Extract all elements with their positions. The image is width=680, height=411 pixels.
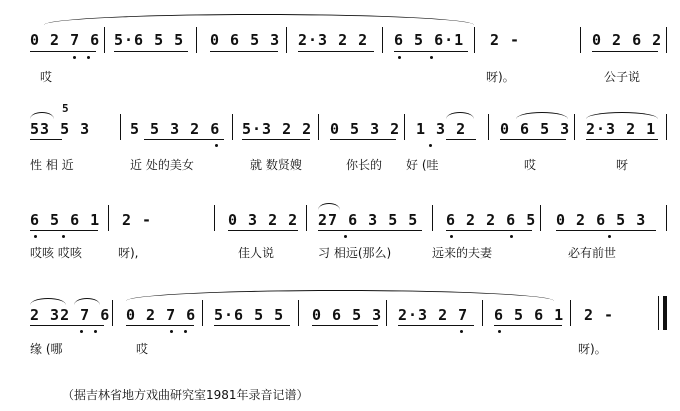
- barline: [196, 27, 197, 53]
- measure-notes: 2·3 2 2: [298, 31, 369, 49]
- beam: [298, 51, 374, 52]
- measure-notes: 5·6 5 5: [114, 31, 185, 49]
- octave-dot: [498, 330, 501, 333]
- lyric: 哎: [136, 342, 149, 356]
- lyric: 哎: [524, 158, 537, 172]
- octave-dot: [94, 330, 97, 333]
- measure-notes: 0 6 5 3: [312, 306, 383, 324]
- octave-dot: [430, 56, 433, 59]
- measure-notes: 6 5 6 1: [494, 306, 565, 324]
- barline: [202, 300, 203, 326]
- measure-notes: 2 -: [490, 31, 521, 49]
- beam: [494, 325, 562, 326]
- measure-notes: 0 2 7 6: [126, 306, 197, 324]
- barline: [214, 205, 215, 231]
- octave-dot: [510, 235, 513, 238]
- measure-notes: 6 5 6·1: [394, 31, 465, 49]
- lyric: 呀),: [118, 246, 139, 260]
- measure-notes: 2·3 2 1: [586, 120, 657, 138]
- beam: [228, 230, 298, 231]
- lyric: 远来的夫妻: [432, 246, 493, 260]
- barline: [386, 300, 387, 326]
- measure-notes: 0 6 5 3: [210, 31, 281, 49]
- barline: [112, 300, 113, 326]
- lyric: 呀)。: [486, 70, 515, 84]
- octave-dot: [73, 56, 76, 59]
- measure-notes: 2 -: [584, 306, 615, 324]
- tie-slur: [516, 112, 568, 119]
- beam: [144, 139, 224, 140]
- tie-slur: [318, 203, 340, 210]
- measure-notes: 1 3 2: [416, 120, 467, 138]
- octave-dot: [34, 235, 37, 238]
- measure-notes: 0 3 2 2: [228, 211, 299, 229]
- measure-notes: 6 5 6 1: [30, 211, 101, 229]
- lyric: 缘 (哪: [30, 342, 63, 356]
- measure-notes: 0 2 6 2: [592, 31, 663, 49]
- octave-dot: [398, 56, 401, 59]
- barline: [286, 27, 287, 53]
- tie-slur: [30, 298, 66, 305]
- lyric: 性 相 近: [30, 158, 74, 172]
- tie-slur: [446, 112, 474, 119]
- barline: [108, 205, 109, 231]
- barline: [666, 27, 667, 53]
- beam: [500, 139, 566, 140]
- beam: [592, 51, 658, 52]
- measure-notes: 2·3 2 7: [398, 306, 469, 324]
- measure-notes: 2 32 7 6: [30, 306, 111, 324]
- lyric: 近 处的美女: [130, 158, 194, 172]
- beam: [114, 51, 188, 52]
- beam: [446, 230, 532, 231]
- measure-notes: 6 2 2 6 5: [446, 211, 537, 229]
- measure-notes: 0 5 3 2: [330, 120, 401, 138]
- beam: [30, 51, 96, 52]
- barline: [482, 300, 483, 326]
- measure-notes: 5·6 5 5: [214, 306, 285, 324]
- tie-slur: [74, 298, 100, 305]
- octave-dot: [87, 56, 90, 59]
- barline: [474, 27, 475, 53]
- barline: [580, 27, 581, 53]
- beam: [330, 139, 396, 140]
- barline: [432, 205, 433, 231]
- phrase-slur: [126, 290, 554, 301]
- lyric: 呀: [616, 158, 629, 172]
- octave-dot: [184, 330, 187, 333]
- grace-note: 5: [62, 102, 70, 115]
- barline: [540, 205, 541, 231]
- lyric: 你长的: [346, 158, 383, 172]
- lyric: 就 数贤嫂: [250, 158, 302, 172]
- octave-dot: [80, 330, 83, 333]
- barline: [570, 300, 571, 326]
- lyric: 哎咳 哎咳: [30, 246, 82, 260]
- beam: [30, 230, 98, 231]
- beam: [214, 325, 290, 326]
- beam: [446, 139, 476, 140]
- beam: [210, 51, 278, 52]
- source-note: （据吉林省地方戏曲研究室1981年录音记谱）: [62, 388, 309, 402]
- measure-notes: 0 6 5 3: [500, 120, 571, 138]
- octave-dot: [460, 330, 463, 333]
- beam: [312, 325, 378, 326]
- barline: [104, 27, 105, 53]
- barline: [666, 205, 667, 231]
- measure-notes: 53 5 3: [30, 120, 91, 138]
- octave-dot: [62, 235, 65, 238]
- measure-notes: 5 5 3 2 6: [130, 120, 221, 138]
- barline: [666, 114, 667, 140]
- beam: [556, 230, 656, 231]
- octave-dot: [429, 144, 432, 147]
- octave-dot: [608, 235, 611, 238]
- measure-notes: 2 -: [122, 211, 153, 229]
- barline: [306, 205, 307, 231]
- beam: [318, 230, 422, 231]
- measure-notes: 0 2 7 6: [30, 31, 101, 49]
- lyric: 呀)。: [578, 342, 607, 356]
- lyric: 哎: [40, 70, 53, 84]
- measure-notes: 0 2 6 5 3: [556, 211, 647, 229]
- beam: [398, 325, 474, 326]
- lyric: 习 相远(那么): [318, 246, 392, 260]
- measure-notes: 27 6 3 5 5: [318, 211, 419, 229]
- octave-dot: [170, 330, 173, 333]
- barline: [404, 114, 405, 140]
- beam: [126, 325, 194, 326]
- phrase-slur: [44, 14, 474, 25]
- beam: [586, 139, 658, 140]
- octave-dot: [344, 235, 347, 238]
- barline: [382, 27, 383, 53]
- lyric: 必有前世: [568, 246, 617, 260]
- tie-slur: [586, 112, 658, 119]
- barline: [232, 114, 233, 140]
- beam: [30, 325, 104, 326]
- barline: [318, 114, 319, 140]
- measure-notes: 5·3 2 2: [242, 120, 313, 138]
- final-barline: [663, 296, 667, 330]
- lyric: 好 (哇: [406, 158, 439, 172]
- barline: [298, 300, 299, 326]
- beam: [242, 139, 310, 140]
- tie-slur: [30, 112, 54, 119]
- barline: [488, 114, 489, 140]
- barline: [658, 296, 659, 330]
- barline: [574, 114, 575, 140]
- beam: [394, 51, 468, 52]
- lyric: 公子说: [604, 70, 641, 84]
- octave-dot: [450, 235, 453, 238]
- beam: [30, 139, 62, 140]
- barline: [120, 114, 121, 140]
- lyric: 佳人说: [238, 246, 275, 260]
- octave-dot: [215, 144, 218, 147]
